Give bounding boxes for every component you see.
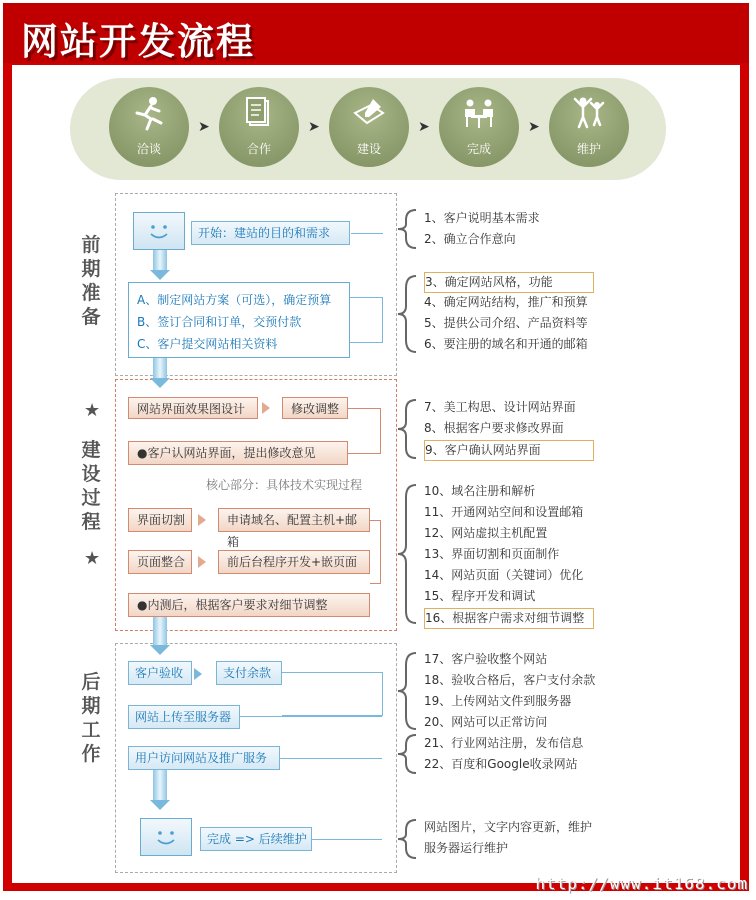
header [3, 3, 749, 63]
plan-a: A、制定网站方案（可选），确定预算 [137, 293, 332, 307]
plan-b: B、签订合同和订单，交预付款 [137, 315, 302, 329]
note-item-highlight: 16、根据客户需求对细节调整 [424, 608, 594, 629]
phase-pre-label: 前期准备 [81, 234, 101, 328]
plan-box [128, 282, 350, 358]
flow-arrow [150, 645, 170, 655]
test-box: ●内测后，根据客户要求对细节调整 [128, 593, 370, 617]
brace-icon [396, 483, 420, 625]
smiley-icon [140, 818, 192, 856]
flow-pipe [153, 770, 167, 800]
brace-icon [396, 398, 420, 460]
start-box: 开始：建站的目的和需求 [191, 221, 350, 245]
stage-negotiate [109, 87, 189, 167]
stage-maintain [549, 87, 629, 167]
connector-line [350, 297, 383, 343]
stage-label: 维护 [576, 142, 601, 156]
document-icon [241, 95, 277, 131]
site-url: http://www.it168.com [535, 874, 748, 893]
flow-arrow [150, 270, 170, 280]
brace-icon [396, 818, 420, 860]
connector-line [240, 716, 382, 717]
note-item: 2、确立合作意向 [424, 232, 516, 246]
stage-label: 合作 [246, 142, 271, 156]
note-item: 21、行业网站注册，发布信息 [424, 736, 584, 750]
note-item: 5、提供公司介绍、产品资料等 [424, 316, 588, 330]
domain-box: 申请域名、配置主机+邮箱 [218, 508, 370, 532]
note-item-highlight: 9、客户确认网站界面 [424, 440, 594, 461]
arrow-icon: ➤ [528, 119, 540, 135]
meeting-table-icon [461, 95, 497, 131]
flow-arrow [262, 402, 270, 414]
flow-arrow [194, 668, 202, 680]
note-item: 4、确定网站结构，推广和预算 [424, 295, 588, 309]
note-item: 20、网站可以正常访问 [424, 715, 548, 729]
note-item: 15、程序开发和调试 [424, 589, 536, 603]
accept-box: 客户验收 [128, 661, 192, 685]
phase-build-label: 建设过程 [81, 439, 101, 533]
flow-arrow [150, 378, 170, 388]
flow-pipe [153, 614, 167, 646]
note-item: 11、开通网站空间和设置邮箱 [424, 505, 584, 519]
page-title: 网站开发流程 [21, 19, 255, 63]
connector-line [282, 672, 383, 716]
note-item-highlight: 3、确定网站风格，功能 [424, 272, 594, 293]
slice-box: 界面切割 [128, 508, 192, 532]
arrow-icon: ➤ [308, 119, 320, 135]
note-item: 1、客户说明基本需求 [424, 211, 540, 225]
finish-box: 完成 => 后续维护 [200, 827, 312, 851]
stage-complete [439, 87, 519, 167]
stage-cooperate [219, 87, 299, 167]
flow-arrow [198, 556, 206, 568]
note-item: 22、百度和Google收录网站 [424, 757, 578, 771]
flow-arrow [198, 514, 206, 526]
smiley-icon [133, 212, 185, 250]
confirm-box: ●客户认网站界面，提出修改意见 [128, 441, 348, 465]
stage-label: 洽谈 [136, 142, 161, 156]
note-item: 12、网站虚拟主机配置 [424, 526, 548, 540]
brace-icon [396, 274, 420, 354]
develop-box: 前后台程序开发+嵌页面 [218, 550, 370, 574]
brace-icon [396, 733, 420, 775]
upload-box: 网站上传至服务器 [128, 705, 240, 729]
connector-line [351, 233, 383, 234]
note-item: 8、根据客户要求修改界面 [424, 421, 564, 435]
note-item: 13、界面切割和页面制作 [424, 547, 560, 561]
note-item: 服务器运行维护 [424, 841, 509, 855]
stage-label: 完成 [466, 142, 491, 156]
core-note: 核心部分：具体技术实现过程 [206, 478, 363, 492]
flow-arrow [150, 800, 170, 810]
note-item: 6、要注册的域名和开通的邮箱 [424, 337, 588, 351]
revise-box: 修改调整 [282, 397, 348, 419]
note-item: 14、网站页面（关键词）优化 [424, 568, 584, 582]
stage-build [329, 87, 409, 167]
design-box: 网站界面效果图设计 [128, 397, 258, 419]
connector-line [348, 408, 381, 454]
arrow-icon: ➤ [198, 119, 210, 135]
running-person-icon [131, 95, 167, 131]
flow-pipe [153, 250, 167, 272]
integrate-box: 页面整合 [128, 550, 192, 574]
flow-pipe [153, 358, 167, 380]
note-item: 10、域名注册和解析 [424, 484, 536, 498]
connector-line [312, 839, 382, 840]
note-item: 网站图片，文字内容更新，维护 [424, 820, 593, 834]
connector-line [370, 520, 381, 584]
brace-icon [396, 208, 420, 250]
brace-icon [396, 651, 420, 731]
arrow-icon: ➤ [418, 119, 430, 135]
plan-c: C、客户提交网站相关资料 [137, 337, 278, 351]
stage-label: 建设 [356, 142, 381, 156]
celebrating-people-icon [571, 95, 607, 131]
visit-box: 用户访问网站及推广服务 [128, 746, 280, 770]
star-icon: ★ [84, 548, 101, 569]
note-item: 17、客户验收整个网站 [424, 652, 548, 666]
note-item: 18、验收合格后，客户支付余款 [424, 673, 596, 687]
note-item: 19、上传网站文件到服务器 [424, 694, 572, 708]
pay-box: 支付余款 [216, 661, 282, 685]
connector-line [280, 758, 382, 759]
phase-post-label: 后期工作 [81, 671, 101, 765]
writing-notebook-icon [351, 95, 387, 131]
star-icon: ★ [84, 400, 101, 421]
note-item: 7、美工构思、设计网站界面 [424, 400, 576, 414]
